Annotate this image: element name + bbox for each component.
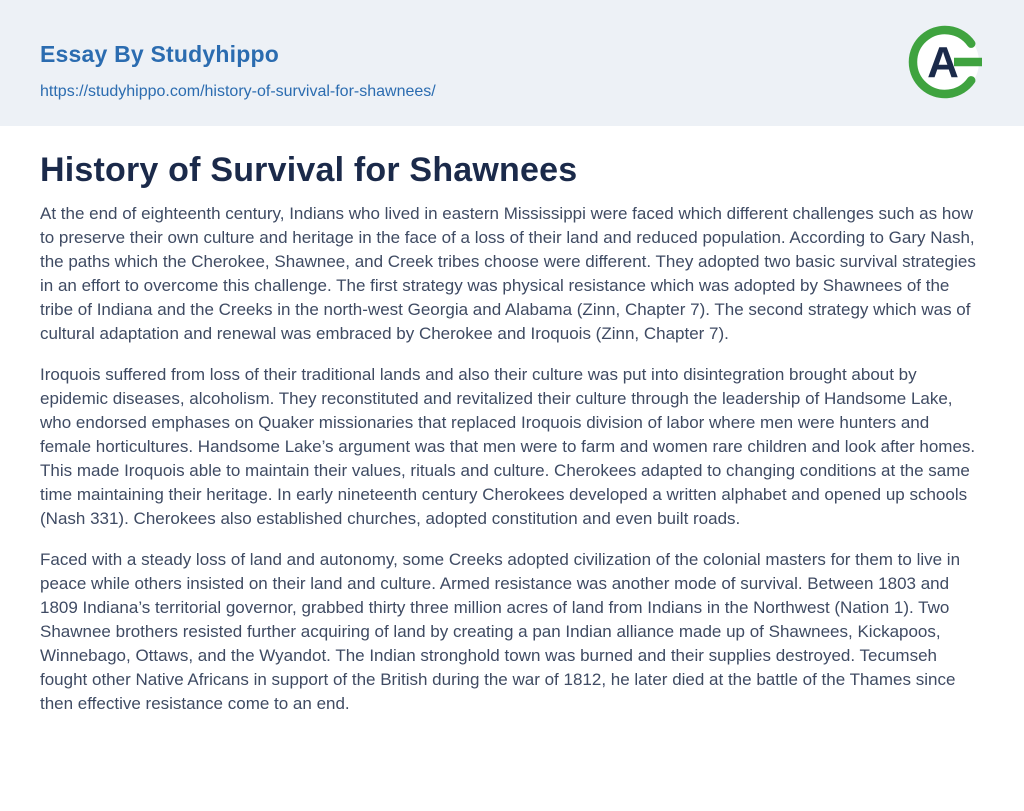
source-url-link[interactable]: https://studyhippo.com/history-of-survival-for-shawnees/ (40, 83, 436, 100)
page-header (0, 0, 1024, 126)
page-title: History of Survival for Shawnees (40, 151, 578, 189)
site-title: Essay By Studyhippo (40, 41, 279, 67)
logo-svg (907, 24, 983, 100)
header-text-block (40, 43, 984, 101)
essay-content (0, 126, 1024, 716)
studyhippo-logo-icon (907, 24, 983, 100)
logo-letter: A (927, 38, 959, 87)
essay-paragraph-2: Iroquois suffered from loss of their traditional lands and also their culture was put into disintegration brought about by epidemic diseases, alcoholism. They reconstituted and revitalized their culture through the leadership of Handsome Lake, who endorsed emphases on Quaker missionaries that replaced Iroquois division of labor where men were hunters and female horticultures. Handsome Lake’s argument was that men were to farm and women rare children and look after homes. This made Iroquois able to maintain their values, rituals and culture. Cherokees adapted to changing conditions at the same time maintaining their heritage. In early nineteenth century Cherokees developed a written alphabet and opened up schools (Nash 331). Cherokees also established churches, adopted constitution and even built roads. (40, 365, 976, 529)
essay-paragraph-1: At the end of eighteenth century, Indians who lived in eastern Mississippi were faced which different challenges such as how to preserve their own culture and heritage in the face of a loss of their land and reduced population. According to Gary Nash, the paths which the Cherokee, Shawnee, and Creek tribes choose were different. They adopted two basic survival strategies in an effort to overcome this challenge. The first strategy was physical resistance which was adopted by Shawnees of the tribe of Indiana and the Creeks in the north-west Georgia and Alabama (Zinn, Chapter 7). The second strategy which was of cultural adaptation and renewal was embraced by Cherokee and Iroquois (Zinn, Chapter 7). (40, 204, 976, 344)
essay-paragraph-3: Faced with a steady loss of land and autonomy, some Creeks adopted civilization of the colonial masters for them to live in peace while others insisted on their land and culture. Armed resistance was another mode of survival. Between 1803 and 1809 Indiana’s territorial governor, grabbed thirty three million acres of land from Indians in the Northwest (Nation 1). Two Shawnee brothers resisted further acquiring of land by creating a pan Indian alliance made up of Shawnees, Kickapoos, Winnebago, Ottaws, and the Wyandot. The Indian stronghold town was burned and their supplies destroyed. Tecumseh fought other Native Africans in support of the British during the war of 1812, he later died at the battle of the Thames since then effective resistance come to an end. (40, 550, 961, 714)
